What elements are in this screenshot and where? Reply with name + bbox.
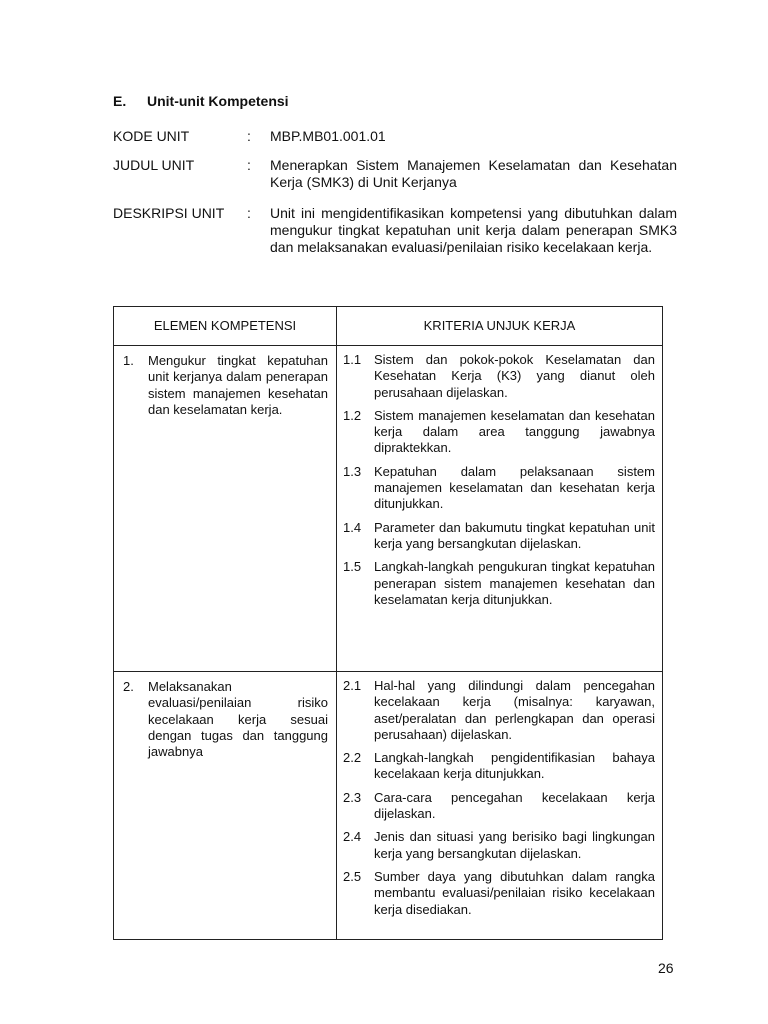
- kriteria-number: 1.3: [343, 463, 362, 479]
- kriteria-item: [343, 678, 655, 743]
- kriteria-item: [343, 464, 655, 513]
- table-header-row: [114, 307, 663, 346]
- deskripsi-unit-value: Unit ini mengidentifikasikan kompetensi yang dibutuhkan dalam mengukur tingkat kepatuhan unit kerja dalam penerapan SMK3 dan melaksanakan evaluasi/penilaian risiko kecelakaan kerja.: [270, 205, 677, 255]
- kriteria-number: 2.2: [343, 750, 362, 766]
- kriteria-number: 2.3: [343, 789, 362, 805]
- header-elemen-kompetensi: ELEMEN KOMPETENSI: [114, 307, 337, 346]
- kriteria-cell: [337, 346, 663, 672]
- kriteria-text: Kepatuhan dalam pelaksanaan sistem manajemen keselamatan dan kesehatan kerja ditunjukkan.: [374, 463, 655, 512]
- kriteria-item: [343, 790, 655, 823]
- elemen-cell: [114, 346, 337, 672]
- kriteria-item: [343, 869, 655, 918]
- table-row: [114, 346, 663, 672]
- deskripsi-unit-row: [113, 205, 677, 256]
- kriteria-number: 2.4: [343, 829, 362, 845]
- table-row: [114, 672, 663, 940]
- elemen-number: 2.: [123, 679, 134, 694]
- kode-unit-value: MBP.MB01.001.01: [270, 128, 386, 144]
- kriteria-number: 2.1: [343, 678, 362, 693]
- kriteria-number: 1.2: [343, 407, 362, 423]
- deskripsi-unit-label: DESKRIPSI UNIT: [113, 205, 225, 221]
- elemen-item: [114, 346, 336, 418]
- kriteria-number: 2.5: [343, 868, 362, 884]
- colon: :: [247, 205, 251, 221]
- page-number: 26: [658, 960, 674, 976]
- kriteria-item: [343, 520, 655, 553]
- section-heading: [113, 93, 289, 109]
- kriteria-text: Sistem manajemen keselamatan dan kesehatan kerja dalam area tanggung jawabnya dipraktekkan.: [374, 407, 655, 456]
- kriteria-item: [343, 750, 655, 783]
- unit-metadata: [113, 128, 677, 270]
- elemen-text: Melaksanakan evaluasi/penilaian risiko kecelakaan kerja sesuai dengan tugas dan tanggung jawabnya: [148, 679, 328, 760]
- kriteria-cell: [337, 672, 663, 940]
- kode-unit-label: KODE UNIT: [113, 128, 190, 144]
- kriteria-number: 1.4: [343, 519, 362, 535]
- competency-table: [113, 306, 663, 940]
- section-title: Unit-unit Kompetensi: [147, 93, 289, 109]
- kriteria-text: Parameter dan bakumutu tingkat kepatuhan unit kerja yang bersangkutan dijelaskan.: [374, 519, 655, 551]
- kriteria-item: [343, 352, 655, 401]
- kriteria-number: 1.1: [343, 352, 362, 367]
- header-kriteria-unjuk-kerja: KRITERIA UNJUK KERJA: [337, 307, 663, 346]
- kriteria-text: Hal-hal yang dilindungi dalam pencegahan kecelakaan kerja (misalnya: karyawan, aset/peralatan dan perlengkapan dan operasi perusahaan) dijelaskan.: [374, 678, 655, 742]
- elemen-number: 1.: [123, 353, 134, 368]
- section-letter: E.: [113, 93, 127, 109]
- colon: :: [247, 128, 251, 144]
- judul-unit-value: Menerapkan Sistem Manajemen Keselamatan dan Kesehatan Kerja (SMK3) di Unit Kerjanya: [270, 157, 677, 190]
- kriteria-text: Jenis dan situasi yang berisiko bagi lingkungan kerja yang bersangkutan dijelaskan.: [374, 829, 655, 861]
- colon: :: [247, 157, 251, 173]
- kriteria-text: Langkah-langkah pengidentifikasian bahaya kecelakaan kerja ditunjukkan.: [374, 750, 655, 782]
- elemen-text: Mengukur tingkat kepatuhan unit kerjanya dalam penerapan sistem manajemen kesehatan dan keselamatan kerja.: [148, 353, 328, 417]
- judul-unit-row: [113, 157, 677, 191]
- kriteria-text: Sumber daya yang dibutuhkan dalam rangka membantu evaluasi/penilaian risiko kecelakaan kerja disediakan.: [374, 868, 655, 917]
- elemen-cell: [114, 672, 337, 940]
- kode-unit-row: [113, 128, 677, 145]
- kriteria-text: Cara-cara pencegahan kecelakaan kerja dijelaskan.: [374, 789, 655, 822]
- kriteria-text: Langkah-langkah pengukuran tingkat kepatuhan penerapan sistem manajemen kesehatan dan keselamatan kerja ditunjukkan.: [374, 559, 655, 607]
- kriteria-item: [343, 559, 655, 608]
- kriteria-item: [343, 408, 655, 457]
- kriteria-text: Sistem dan pokok-pokok Keselamatan dan Kesehatan Kerja (K3) yang dianut oleh perusahaan dijelaskan.: [374, 352, 655, 400]
- kriteria-number: 1.5: [343, 559, 362, 575]
- elemen-item: [114, 672, 336, 760]
- judul-unit-label: JUDUL UNIT: [113, 157, 195, 173]
- kriteria-item: [343, 829, 655, 862]
